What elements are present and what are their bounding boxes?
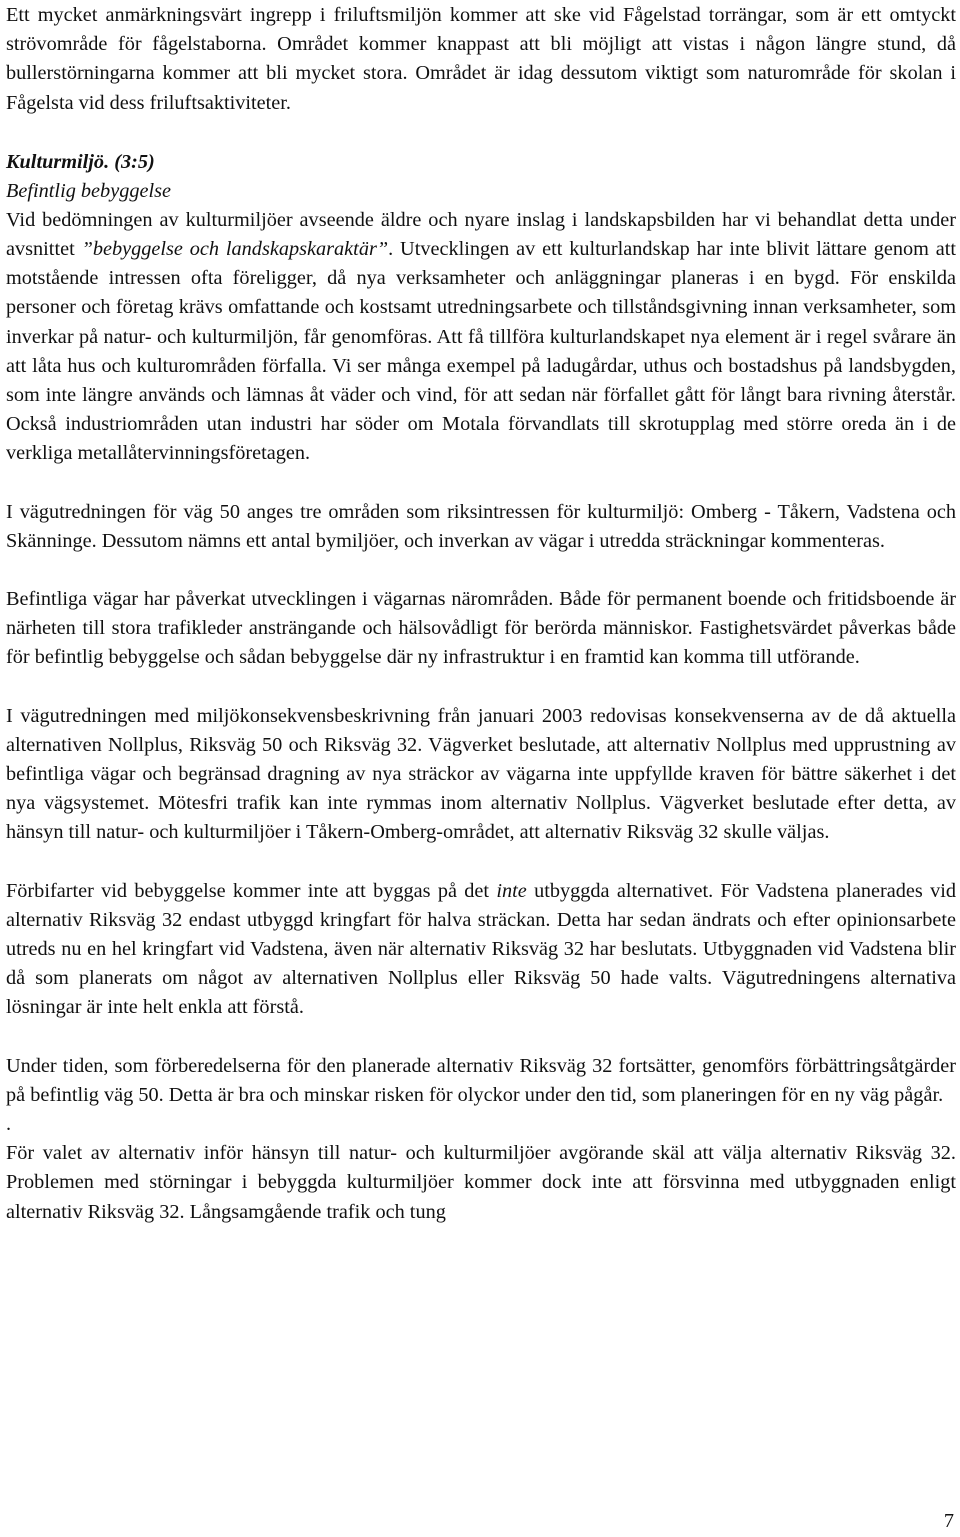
paragraph-forbifarter — [6, 877, 956, 1023]
paragraph-valet: För valet av alternativ inför hänsyn till natur- och kulturmiljöer avgörande skäl att välja alternativ Riksväg 32. Problemen med störningar i bebyggda kulturmiljöer kommer dock inte att försvinna med utbyggnaden enligt alternativ Riksväg 32. Långsamgående trafik och tung — [6, 1142, 956, 1223]
intro-paragraph: Ett mycket anmärkningsvärt ingrepp i friluftsmiljön kommer att ske vid Fågelstad torrängar, som är ett omtyckt strövområde för fågelstaborna. Området kommer knappast att bli möjligt att vistas i någon längre stund, då bullerstörningarna kommer att bli mycket stora. Området är idag dessutom viktigt som naturområde för skolan i Fågelsta vid dess friluftsaktiviteter. — [6, 4, 956, 114]
paragraph-kulturlandskap — [6, 206, 956, 469]
paragraph-riksintressen: I vägutredningen för väg 50 anges tre områden som riksintressen för kulturmiljö: Omberg - Tåkern, Vadstena och Skänninge. Dessutom nämns ett antal bymiljöer, och inverkan av vägar i utredda sträckningar kommenteras. — [6, 500, 956, 552]
stray-period: . — [6, 1113, 12, 1136]
paragraph-text: . Utvecklingen av ett kulturlandskap har inte blivit lättare genom att motstående intressen ofta föreligger, då nya verksamheter och anläggningar planeras i en bygd. För enskilda personer och företag krävs omfattande och kostsamt utredningsarbete och tillståndsgivning innan verksamheter, som inverkar på natur- och kulturmiljön, får genomföras. Att få tillföra kulturlandskapet nya element är i regel svårare än att låta hus och kulturområden förfalla. Vi ser många exempel på ladugårdar, uthus och bostadshus på landsbygden, som inte längre används och lämnas åt väder och vind, för att sedan när förfallet gått för långt bara rivning återstår. Också industriområden utan industri har söder om Motala förvandlats till skrotupplag med större oreda än i de verkliga metallåtervinningsföretagen. — [6, 238, 956, 465]
emphasis-text: inte — [496, 879, 527, 902]
paragraph-text: utbyggda alternativet. För Vadstena planerades vid alternativ Riksväg 32 endast utbyggd kringfart för halva sträckan. Detta har sedan ändrats och efter opinionsarbete utreds nu en hel kringfart vid Vadstena, även när alternativ Riksväg 32 har beslutats. Utbyggnaden vid Vadstena blir då som planerats om något av alternativen Nollplus eller Riksväg 50 hade valts. Vägutredningens alternativa lösningar är inte helt enkla att förstå. — [6, 879, 956, 1019]
paragraph-vagutredningen: I vägutredningen med miljökonsekvensbeskrivning från januari 2003 redovisas konsekvenserna av de då aktuella alternativen Nollplus, Riksväg 50 och Riksväg 32. Vägverket beslutade, att alternativ Nollplus med upprustning av befintliga vägar och begränsad dragning av nya sträckor av vägarna inte uppfyllde kraven för bättre säkerhet i det nya vägsystemet. Mötesfri trafik kan inte rymmas inom alternativ Nollplus. Vägverket beslutade efter detta, av hänsyn till natur- och kulturmiljöer i Tåkern-Omberg-området, att alternativ Riksväg 32 skulle väljas. — [6, 704, 956, 844]
emphasis-text: ”bebyggelse och landskapskaraktär” — [81, 238, 389, 261]
paragraph-text: Vid bedömningen av kulturmiljöer avseende äldre och nyare inslag i landskapsbilden har vi behandlat detta under avsnittet — [6, 208, 956, 261]
page-number: 7 — [943, 1510, 954, 1532]
section-heading: Kulturmiljö. (3:5) — [6, 150, 155, 173]
document-page — [6, 0, 956, 1227]
paragraph-befintliga-vagar: Befintliga vägar har påverkat utvecklingen i vägarnas närområden. Både för permanent boende och fritidsboende är närheten till stora trafikleder ansträngande och hälsovådligt för berörda människor. Fastighetsvärdet påverkas både för befintlig bebyggelse och sådan bebyggelse där ny infrastruktur i en framtid kan komma till utförande. — [6, 588, 956, 669]
paragraph-text: Förbifarter vid bebyggelse kommer inte att byggas på det — [6, 879, 497, 902]
paragraph-under-tiden: Under tiden, som förberedelserna för den planerade alternativ Riksväg 32 fortsätter, genomförs förbättringsåtgärder på befintlig väg 50. Detta är bra och minskar risken för olyckor under den tid, som planeringen för en ny väg pågår. — [6, 1054, 956, 1106]
section-subheading: Befintlig bebyggelse — [6, 179, 172, 202]
